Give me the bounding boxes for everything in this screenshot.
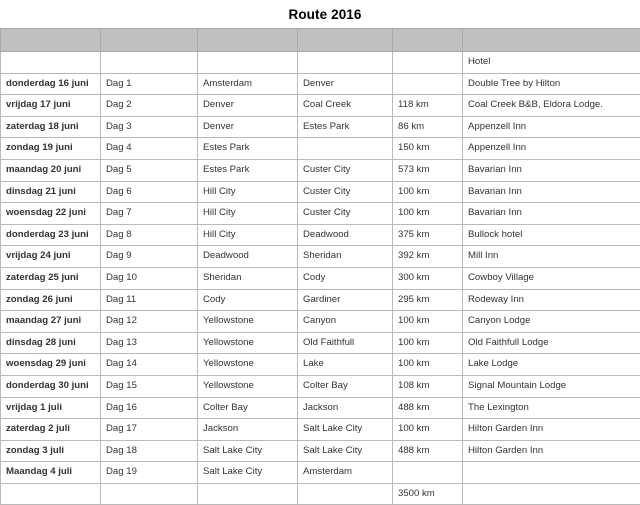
- cell-day: Dag 15: [101, 375, 198, 397]
- cell-from: Salt Lake City: [198, 440, 298, 462]
- cell-from: Cody: [198, 289, 298, 311]
- cell-day: Dag 2: [101, 95, 198, 117]
- column-header-date: [1, 52, 101, 74]
- column-header-hotel: Hotel: [463, 52, 640, 74]
- cell-day: Dag 10: [101, 267, 198, 289]
- cell-from: Denver: [198, 116, 298, 138]
- cell-hotel: Bavarian Inn: [463, 181, 640, 203]
- cell-date: dinsdag 21 juni: [1, 181, 101, 203]
- cell-from: Deadwood: [198, 246, 298, 268]
- cell-hotel: The Lexington: [463, 397, 640, 419]
- band-cell-4: [393, 29, 463, 52]
- cell-from: [198, 483, 298, 505]
- cell-distance: 118 km: [393, 95, 463, 117]
- cell-hotel: Signal Mountain Lodge: [463, 375, 640, 397]
- page-title: Route 2016: [288, 7, 361, 22]
- cell-hotel: Rodeway Inn: [463, 289, 640, 311]
- cell-from: Amsterdam: [198, 73, 298, 95]
- cell-hotel: Double Tree by Hilton: [463, 73, 640, 95]
- cell-from: Estes Park: [198, 138, 298, 160]
- band-cell-1: [101, 29, 198, 52]
- cell-to: Sheridan: [298, 246, 393, 268]
- cell-from: Hill City: [198, 224, 298, 246]
- cell-day: [101, 483, 198, 505]
- table-top-band: [1, 29, 640, 52]
- cell-distance: [393, 73, 463, 95]
- cell-day: Dag 19: [101, 462, 198, 484]
- cell-day: Dag 17: [101, 419, 198, 441]
- cell-to: Denver: [298, 73, 393, 95]
- table-row[interactable]: [1, 375, 640, 397]
- cell-distance: 488 km: [393, 440, 463, 462]
- cell-date: vrijdag 24 juni: [1, 246, 101, 268]
- cell-distance: 100 km: [393, 203, 463, 225]
- table-row[interactable]: [1, 267, 640, 289]
- cell-hotel: Appenzell Inn: [463, 138, 640, 160]
- cell-to: Cody: [298, 267, 393, 289]
- column-header-distance: [393, 52, 463, 74]
- cell-hotel: Mill Inn: [463, 246, 640, 268]
- table-header-row: [1, 52, 640, 74]
- cell-to: Lake: [298, 354, 393, 376]
- route-table-body: [1, 29, 640, 505]
- cell-day: Dag 12: [101, 311, 198, 333]
- cell-to: [298, 483, 393, 505]
- table-row[interactable]: [1, 203, 640, 225]
- band-cell-5: [463, 29, 640, 52]
- cell-distance: 108 km: [393, 375, 463, 397]
- table-row[interactable]: [1, 246, 640, 268]
- cell-from: Sheridan: [198, 267, 298, 289]
- cell-from: Denver: [198, 95, 298, 117]
- cell-to: [298, 138, 393, 160]
- column-header-from: [198, 52, 298, 74]
- cell-hotel: [463, 462, 640, 484]
- cell-hotel: Old Faithfull Lodge: [463, 332, 640, 354]
- route-table: [0, 28, 640, 505]
- cell-from: Yellowstone: [198, 375, 298, 397]
- cell-to: Coal Creek: [298, 95, 393, 117]
- cell-date: donderdag 23 juni: [1, 224, 101, 246]
- cell-hotel: Lake Lodge: [463, 354, 640, 376]
- cell-date: woensdag 29 juni: [1, 354, 101, 376]
- cell-distance: 3500 km: [393, 483, 463, 505]
- table-row[interactable]: [1, 354, 640, 376]
- cell-date: zaterdag 2 juli: [1, 419, 101, 441]
- cell-day: Dag 4: [101, 138, 198, 160]
- cell-distance: 150 km: [393, 138, 463, 160]
- cell-date: dinsdag 28 juni: [1, 332, 101, 354]
- table-row[interactable]: [1, 462, 640, 484]
- cell-to: Estes Park: [298, 116, 393, 138]
- cell-from: Yellowstone: [198, 311, 298, 333]
- cell-day: Dag 1: [101, 73, 198, 95]
- cell-to: Custer City: [298, 203, 393, 225]
- title-bar: [0, 0, 640, 28]
- cell-distance: 100 km: [393, 419, 463, 441]
- table-row[interactable]: [1, 440, 640, 462]
- cell-day: Dag 7: [101, 203, 198, 225]
- cell-to: Colter Bay: [298, 375, 393, 397]
- cell-date: [1, 483, 101, 505]
- cell-hotel: [463, 483, 640, 505]
- cell-distance: 300 km: [393, 267, 463, 289]
- cell-from: Jackson: [198, 419, 298, 441]
- cell-day: Dag 9: [101, 246, 198, 268]
- cell-date: zaterdag 18 juni: [1, 116, 101, 138]
- cell-to: Custer City: [298, 181, 393, 203]
- band-cell-2: [198, 29, 298, 52]
- cell-from: Estes Park: [198, 159, 298, 181]
- cell-date: zondag 3 juli: [1, 440, 101, 462]
- cell-hotel: Hilton Garden Inn: [463, 419, 640, 441]
- cell-day: Dag 3: [101, 116, 198, 138]
- cell-day: Dag 8: [101, 224, 198, 246]
- table-row[interactable]: [1, 397, 640, 419]
- cell-date: zondag 26 juni: [1, 289, 101, 311]
- cell-date: donderdag 30 juni: [1, 375, 101, 397]
- table-row[interactable]: [1, 159, 640, 181]
- cell-date: vrijdag 1 juli: [1, 397, 101, 419]
- cell-hotel: Bavarian Inn: [463, 159, 640, 181]
- table-row[interactable]: [1, 289, 640, 311]
- cell-to: Jackson: [298, 397, 393, 419]
- cell-to: Old Faithfull: [298, 332, 393, 354]
- cell-distance: 86 km: [393, 116, 463, 138]
- cell-hotel: Coal Creek B&B, Eldora Lodge.: [463, 95, 640, 117]
- cell-distance: 488 km: [393, 397, 463, 419]
- cell-hotel: Bullock hotel: [463, 224, 640, 246]
- cell-day: Dag 16: [101, 397, 198, 419]
- cell-day: Dag 18: [101, 440, 198, 462]
- cell-date: maandag 20 juni: [1, 159, 101, 181]
- cell-distance: 100 km: [393, 181, 463, 203]
- cell-distance: 100 km: [393, 332, 463, 354]
- cell-hotel: Appenzell Inn: [463, 116, 640, 138]
- table-row[interactable]: [1, 73, 640, 95]
- cell-from: Yellowstone: [198, 332, 298, 354]
- cell-distance: 295 km: [393, 289, 463, 311]
- cell-to: Deadwood: [298, 224, 393, 246]
- cell-day: Dag 13: [101, 332, 198, 354]
- cell-distance: 392 km: [393, 246, 463, 268]
- cell-to: Canyon: [298, 311, 393, 333]
- band-cell-0: [1, 29, 101, 52]
- cell-hotel: Hilton Garden Inn: [463, 440, 640, 462]
- cell-date: zaterdag 25 juni: [1, 267, 101, 289]
- cell-distance: 375 km: [393, 224, 463, 246]
- cell-distance: 100 km: [393, 354, 463, 376]
- cell-date: zondag 19 juni: [1, 138, 101, 160]
- cell-day: Dag 5: [101, 159, 198, 181]
- cell-from: Hill City: [198, 181, 298, 203]
- table-total-row[interactable]: [1, 483, 640, 505]
- cell-from: Colter Bay: [198, 397, 298, 419]
- cell-hotel: Canyon Lodge: [463, 311, 640, 333]
- cell-to: Salt Lake City: [298, 440, 393, 462]
- table-row[interactable]: [1, 224, 640, 246]
- table-row[interactable]: [1, 419, 640, 441]
- column-header-to: [298, 52, 393, 74]
- cell-date: vrijdag 17 juni: [1, 95, 101, 117]
- cell-day: Dag 6: [101, 181, 198, 203]
- table-row[interactable]: [1, 332, 640, 354]
- table-row[interactable]: [1, 95, 640, 117]
- cell-day: Dag 14: [101, 354, 198, 376]
- cell-hotel: Bavarian Inn: [463, 203, 640, 225]
- cell-distance: 100 km: [393, 311, 463, 333]
- cell-date: Maandag 4 juli: [1, 462, 101, 484]
- cell-date: maandag 27 juni: [1, 311, 101, 333]
- cell-to: Gardiner: [298, 289, 393, 311]
- band-cell-3: [298, 29, 393, 52]
- table-row[interactable]: [1, 116, 640, 138]
- cell-hotel: Cowboy Village: [463, 267, 640, 289]
- column-header-day: [101, 52, 198, 74]
- cell-date: donderdag 16 juni: [1, 73, 101, 95]
- cell-from: Salt Lake City: [198, 462, 298, 484]
- cell-to: Custer City: [298, 159, 393, 181]
- table-row[interactable]: [1, 181, 640, 203]
- cell-distance: 573 km: [393, 159, 463, 181]
- table-row[interactable]: [1, 311, 640, 333]
- cell-date: woensdag 22 juni: [1, 203, 101, 225]
- cell-to: Amsterdam: [298, 462, 393, 484]
- cell-to: Salt Lake City: [298, 419, 393, 441]
- table-row[interactable]: [1, 138, 640, 160]
- cell-day: Dag 11: [101, 289, 198, 311]
- cell-from: Yellowstone: [198, 354, 298, 376]
- cell-from: Hill City: [198, 203, 298, 225]
- cell-distance: [393, 462, 463, 484]
